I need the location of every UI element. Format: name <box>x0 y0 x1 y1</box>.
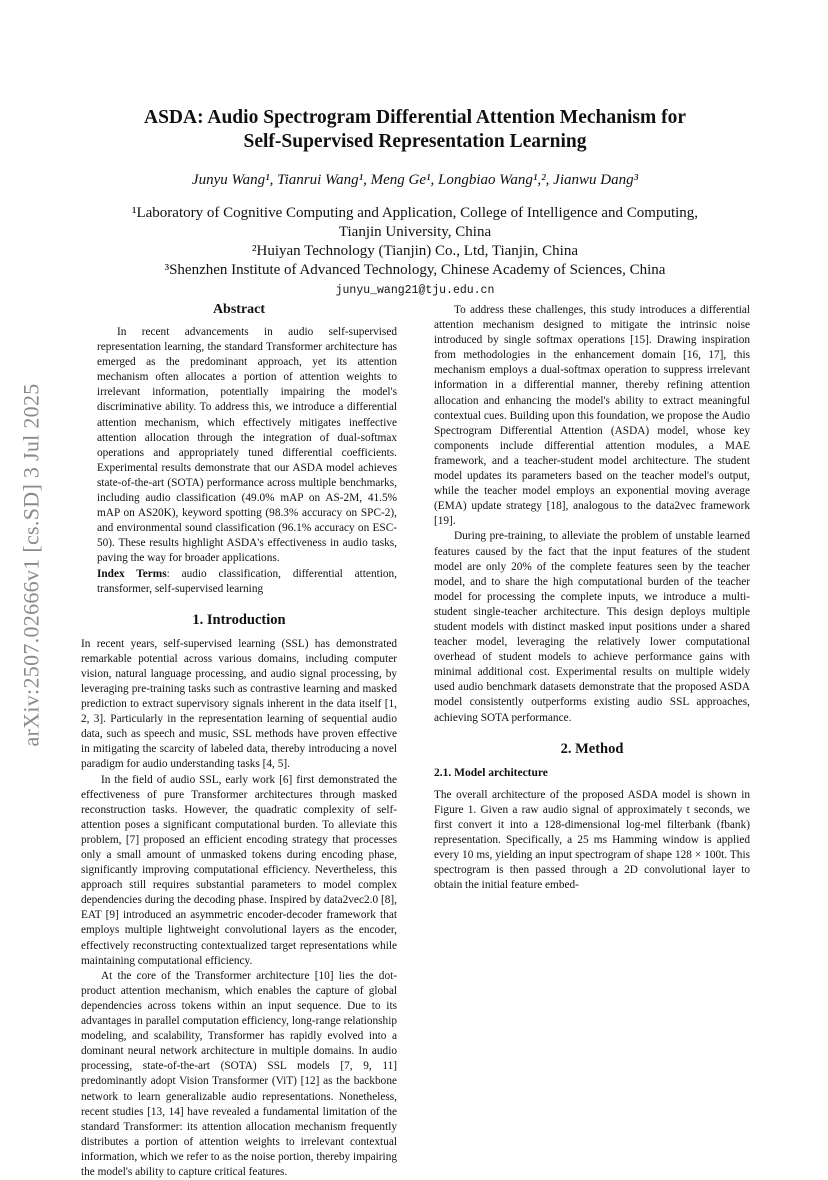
affiliations <box>60 204 770 280</box>
abstract-text: In recent advancements in audio self-supervised representation learning, the standard Transformer architecture has emerged as the predominant approach, yet its attention mechanism often allocates a portion of attention weights to irrelevant information, potentially impairing the model's discriminative ability. To address this, we introduce a differential attention mechanism, which effectively mitigates ineffective attention allocation through the integration of dual-softmax operations and appropriately tuned differential coefficients. Experimental results demonstrate that our ASDA model achieves state-of-the-art (SOTA) performance across multiple benchmarks, including audio classification (49.0% mAP on AS-2M, 41.5% mAP on AS20K), keyword spotting (98.3% accuracy on SPC-2), and environmental sound classification (96.1% accuracy on ESC-50). These results highlight ASDA's effectiveness in audio tasks, paving the way for broader applications. <box>97 326 397 565</box>
index-terms-label: Index Terms <box>97 567 167 580</box>
arxiv-sidebar <box>14 355 50 775</box>
author-list: Junyu Wang¹, Tianrui Wang¹, Meng Ge¹, Longbiao Wang¹,², Jianwu Dang³ <box>191 172 639 188</box>
intro-paragraph-5: During pre-training, to alleviate the problem of unstable learned features caused by the fact that the input features of the student model are only 20% of the complete features seen by the teacher model, and to share the high computational burden of the teacher model for processing the complete inputs, we introduce a multi-student single-teacher architecture. This design deploys multiple student models with distinct masked input positions under a shared teacher model, leveraging the relatively lower computational overhead of student models to achieve performance gains with minimal additional cost. Experimental results on multiple widely used audio benchmark datasets demonstrate that the proposed ASDA model consistently outperforms existing audio SSL approaches, achieving SOTA performance. <box>434 530 750 724</box>
abstract-body <box>81 325 397 597</box>
affiliation-line: ¹Laboratory of Cognitive Computing and Application, College of Intelligence and Computing, <box>131 205 699 221</box>
contact-email: junyu_wang21@tju.edu.cn <box>335 284 495 297</box>
intro-paragraph-4: To address these challenges, this study introduces a differential attention mechanism designed to mitigate the intrinsic noise introduced by single softmax operations [15]. Drawing inspiration from methodologies in the enhancement domain [16, 17], this mechanism employs a dual-softmax operation to suppress irrelevant information in a differential manner, thereby refining attention allocation and enhancing the model's ability to extract meaningful contextual cues. Building upon this foundation, we propose the Audio Spectrogram Differential Attention (ASDA) model, whose key components include differential attention modules, a MAE framework, and a teacher-student model architecture. The student model updates its parameters based on the teacher model's output, while the teacher model employs an exponential moving average (EMA) update strategy [18], analogous to the data2vec framework [19]. <box>434 304 750 528</box>
index-terms-text: : audio classification, differential attention, transformer, self-supervised learning <box>97 567 397 595</box>
section-heading-method: 2. Method <box>560 740 624 757</box>
right-column <box>434 303 750 893</box>
subsection-heading-model-architecture: 2.1. Model architecture <box>434 766 548 779</box>
method-paragraph-1: The overall architecture of the proposed ASDA model is shown in Figure 1. Given a raw audio signal of approximately t seconds, we first convert it into a 128-dimensional log-mel filterbank (fbank) representation. Specifically, a 25 ms Hamming window is applied every 10 ms, yielding an input spectrogram of shape 128 × 100t. This spectrogram is then passed through a 2D convolutional layer to obtain the initial feature embed- <box>434 788 750 892</box>
title-line-1: ASDA: Audio Spectrogram Differential Attention Mechanism for <box>144 107 686 128</box>
arxiv-identifier: arXiv:2507.02666v1 [cs.SD] 3 Jul 2025 <box>19 383 45 747</box>
title-line-2: Self-Supervised Representation Learning <box>243 131 587 152</box>
intro-paragraph-3: At the core of the Transformer architecture [10] lies the dot-product attention mechanism, which enables the capture of global dependencies across tokens within an input sequence. Due to its advantages in parallel computation efficiency, long-range relationship modeling, and scalability, Transformer has rapidly evolved into a dominant neural network architecture in multiple domains. In audio processing, state-of-the-art (SOTA) SSL models [7, 9, 11] predominantly adopt Vision Transformer (ViT) [12] as the backbone network to learn generalizable audio representations. Nonetheless, recent studies [13, 14] have revealed a fundamental limitation of the standard Transformer: its attention allocation mechanism frequently distributes a portion of attention weights to irrelevant contextual information, which we refer to as the noise portion, thereby impairing the model's ability to capture critical features. <box>81 969 397 1178</box>
left-column <box>81 301 397 1180</box>
index-terms <box>97 567 397 597</box>
affiliation-line: ³Shenzhen Institute of Advanced Technology, Chinese Academy of Sciences, China <box>164 262 666 278</box>
affiliation-line: ²Huiyan Technology (Tianjin) Co., Ltd, Tianjin, China <box>252 243 578 259</box>
section-heading-introduction: 1. Introduction <box>192 611 286 628</box>
affiliation-line: Tianjin University, China <box>338 224 492 240</box>
abstract-heading: Abstract <box>212 302 266 317</box>
intro-paragraph-1: In recent years, self-supervised learning (SSL) has demonstrated remarkable potential across various domains, including computer vision, natural language processing, and audio signal processing, by leveraging pre-training tasks such as contrastive learning and masked prediction to extract supervisory signals inherent in the data itself [1, 2, 3]. Particularly in the representation learning of sequential audio data, such as speech and music, SSL methods have proven effective in mitigating the scarcity of labeled data, thereby introducing a novel paradigm for audio understanding tasks [4, 5]. <box>81 637 397 771</box>
paper-title <box>100 106 730 154</box>
intro-paragraph-2: In the field of audio SSL, early work [6] first demonstrated the effectiveness of pure Transformer architectures through masked reconstruction tasks. However, the quadratic complexity of self-attention poses a significant computational burden. To alleviate this problem, [7] proposed an efficient encoding strategy that processes only a small amount of unmasked tokens during encoding phase, significantly improving computational efficiency. Nevertheless, this approach still requires substantial parameters to model complex dependencies during the decoding phase. Inspired by data2vec2.0 [8], EAT [9] introduced an asymmetric encoder-decoder framework that employs multiple lightweight convolutional layers as the encoder, effectively reconstructing contextualized target representations while maintaining computational efficiency. <box>81 773 397 967</box>
